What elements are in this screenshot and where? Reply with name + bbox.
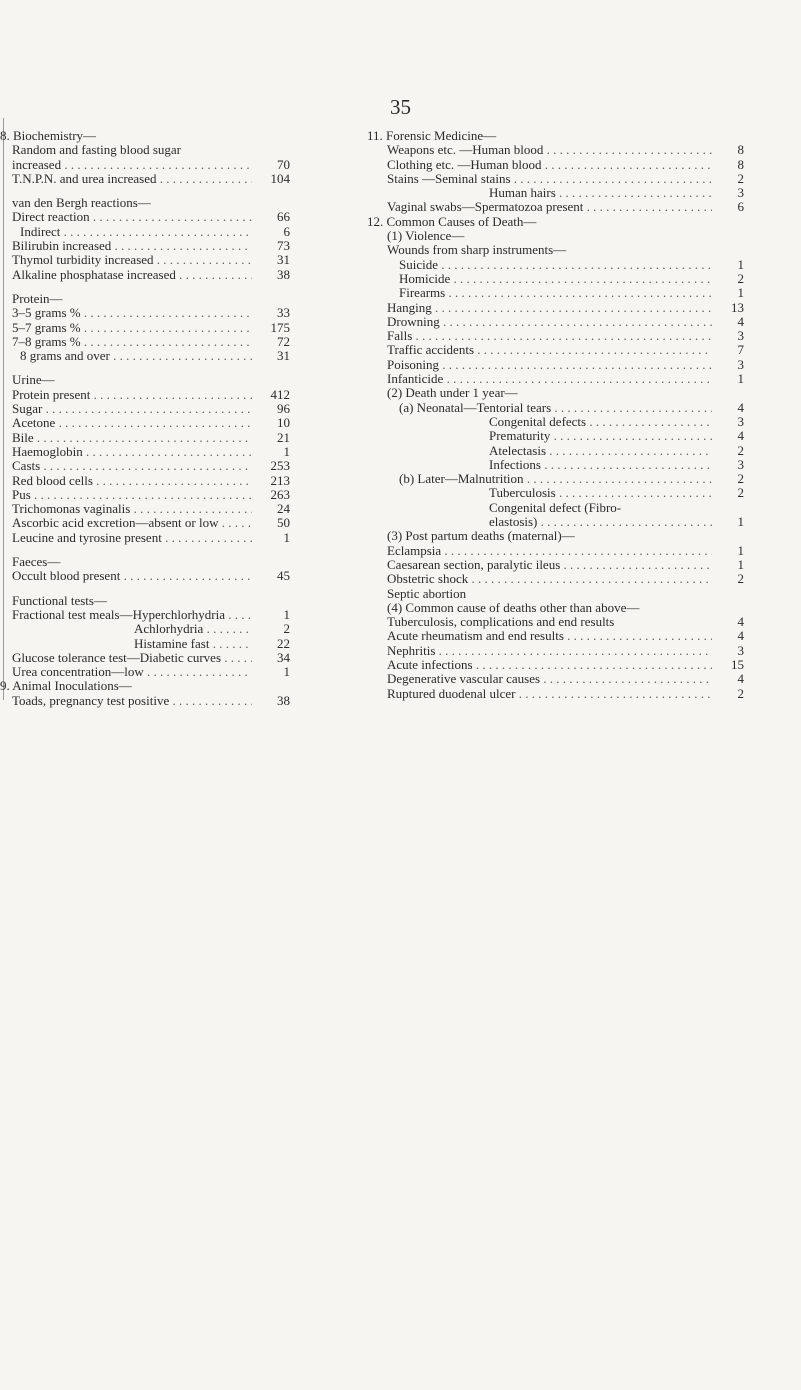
row-value: 50 bbox=[277, 515, 290, 531]
row-label: Protein present . . . bbox=[12, 388, 252, 402]
table-row bbox=[367, 444, 747, 458]
row-label: Wounds from sharp instruments— bbox=[387, 243, 567, 258]
row-label: Indirect . . . bbox=[20, 225, 252, 239]
table-row bbox=[0, 665, 320, 679]
table-row bbox=[367, 501, 747, 515]
spacer bbox=[0, 545, 320, 555]
row-value: 31 bbox=[277, 252, 290, 268]
row-label: Firearms . . . bbox=[399, 286, 712, 300]
row-value: 4 bbox=[737, 671, 744, 687]
table-row bbox=[367, 615, 747, 629]
row-label: Obstetric shock . . . bbox=[387, 572, 712, 586]
row-value: 4 bbox=[737, 399, 744, 415]
row-label: Direct reaction . . . bbox=[12, 210, 252, 224]
table-row bbox=[0, 253, 320, 267]
row-value: 2 bbox=[737, 170, 744, 186]
table-row bbox=[367, 172, 747, 186]
row-label: Red blood cells . . . bbox=[12, 474, 252, 488]
table-row bbox=[0, 210, 320, 224]
row-label: Weapons etc. —Human blood . . . bbox=[387, 143, 712, 157]
row-label: Atelectasis . . . bbox=[489, 444, 712, 458]
row-value: 45 bbox=[277, 568, 290, 584]
table-row bbox=[0, 679, 320, 693]
row-label: van den Bergh reactions— bbox=[12, 196, 151, 211]
row-value: 1 bbox=[283, 443, 290, 459]
table-row bbox=[367, 458, 747, 472]
table-row bbox=[0, 349, 320, 363]
table-row bbox=[0, 196, 320, 210]
table-row bbox=[367, 429, 747, 443]
table-row bbox=[0, 431, 320, 445]
row-label: Ascorbic acid excretion—absent or low . . . bbox=[12, 516, 252, 530]
row-label: Glucose tolerance test—Diabetic curves . . . bbox=[12, 651, 252, 665]
spacer bbox=[0, 282, 320, 292]
table-row bbox=[367, 515, 747, 529]
row-value: 1 bbox=[737, 256, 744, 272]
row-label: Prematurity . . . bbox=[489, 429, 712, 443]
row-label: 3–5 grams % . . . bbox=[12, 306, 252, 320]
table-row bbox=[367, 672, 747, 686]
table-row bbox=[0, 555, 320, 569]
row-value: 4 bbox=[737, 428, 744, 444]
row-label: Homicide . . . bbox=[399, 272, 712, 286]
row-label: Urine— bbox=[12, 373, 55, 388]
row-label: increased . . . bbox=[12, 158, 252, 172]
row-value: 3 bbox=[737, 356, 744, 372]
row-value: 1 bbox=[737, 285, 744, 301]
table-row bbox=[367, 243, 747, 257]
table-row bbox=[0, 143, 320, 157]
table-row bbox=[367, 558, 747, 572]
table-row bbox=[0, 172, 320, 186]
row-label: Ruptured duodenal ulcer . . . bbox=[387, 687, 712, 701]
table-row bbox=[0, 321, 320, 335]
row-label: Alkaline phosphatase increased . . . bbox=[12, 268, 252, 282]
row-label: Bile . . . bbox=[12, 431, 252, 445]
row-value: 96 bbox=[277, 401, 290, 417]
row-label: Vaginal swabs—Spermatozoa present . . . bbox=[387, 200, 712, 214]
row-label: Congenital defects . . . bbox=[489, 415, 712, 429]
table-row bbox=[0, 225, 320, 239]
row-value: 2 bbox=[737, 270, 744, 286]
table-row bbox=[0, 608, 320, 622]
table-row bbox=[0, 306, 320, 320]
row-label: Sugar . . . bbox=[12, 402, 252, 416]
spacer bbox=[0, 186, 320, 196]
row-label: Septic abortion bbox=[387, 586, 467, 601]
row-value: 2 bbox=[737, 485, 744, 501]
table-row bbox=[0, 388, 320, 402]
table-row bbox=[0, 459, 320, 473]
row-value: 6 bbox=[737, 199, 744, 215]
row-label: Caesarean section, paralytic ileus . . . bbox=[387, 558, 712, 572]
row-value: 253 bbox=[270, 458, 290, 474]
row-value: 1 bbox=[737, 556, 744, 572]
row-value: 24 bbox=[277, 501, 290, 517]
row-label: Nephritis . . . bbox=[387, 644, 712, 658]
row-label: Tuberculosis, complications and end results bbox=[387, 615, 615, 630]
table-row bbox=[367, 529, 747, 543]
row-label: 11. Forensic Medicine— bbox=[367, 129, 497, 143]
row-value: 3 bbox=[737, 328, 744, 344]
table-row bbox=[367, 415, 747, 429]
row-value: 8 bbox=[737, 156, 744, 172]
spacer bbox=[0, 584, 320, 594]
table-row bbox=[367, 386, 747, 400]
table-row bbox=[367, 129, 747, 143]
row-value: 7 bbox=[737, 342, 744, 358]
table-row bbox=[367, 200, 747, 214]
row-value: 1 bbox=[283, 664, 290, 680]
table-row bbox=[367, 372, 747, 386]
table-row bbox=[0, 594, 320, 608]
row-label: Acetone . . . bbox=[12, 416, 252, 430]
table-row bbox=[367, 572, 747, 586]
row-label: Thymol turbidity increased . . . bbox=[12, 253, 252, 267]
row-label: Infanticide . . . bbox=[387, 372, 712, 386]
row-value: 34 bbox=[277, 649, 290, 665]
row-label: 5–7 grams % . . . bbox=[12, 321, 252, 335]
row-label: (2) Death under 1 year— bbox=[387, 386, 518, 401]
table-row bbox=[0, 335, 320, 349]
table-row bbox=[367, 358, 747, 372]
row-value: 1 bbox=[737, 371, 744, 387]
table-row bbox=[0, 516, 320, 530]
row-label: Drowning . . . bbox=[387, 315, 712, 329]
table-row bbox=[367, 315, 747, 329]
row-value: 3 bbox=[737, 185, 744, 201]
row-value: 1 bbox=[737, 514, 744, 530]
row-value: 2 bbox=[737, 571, 744, 587]
row-label: Suicide . . . bbox=[399, 258, 712, 272]
table-row bbox=[0, 569, 320, 583]
left-column bbox=[0, 129, 320, 708]
row-label: (4) Common cause of deaths other than above— bbox=[387, 600, 640, 615]
table-row bbox=[367, 601, 747, 615]
row-label: Stains —Seminal stains . . . bbox=[387, 172, 712, 186]
page-number: 35 bbox=[390, 95, 411, 119]
row-value: 38 bbox=[277, 692, 290, 708]
row-value: 2 bbox=[737, 442, 744, 458]
table-row bbox=[0, 622, 320, 636]
row-value: 175 bbox=[270, 319, 290, 335]
row-label: Tuberculosis . . . bbox=[489, 486, 712, 500]
table-row bbox=[0, 531, 320, 545]
row-label: Protein— bbox=[12, 291, 63, 306]
row-value: 8 bbox=[737, 142, 744, 158]
table-row bbox=[0, 373, 320, 387]
row-label: Acute infections . . . bbox=[387, 658, 712, 672]
table-row bbox=[367, 301, 747, 315]
row-label: Casts . . . bbox=[12, 459, 252, 473]
row-value: 412 bbox=[270, 386, 290, 402]
row-value: 4 bbox=[737, 614, 744, 630]
table-row bbox=[367, 644, 747, 658]
row-label: Poisoning . . . bbox=[387, 358, 712, 372]
row-value: 22 bbox=[277, 635, 290, 651]
row-label: Functional tests— bbox=[12, 593, 107, 608]
row-value: 2 bbox=[737, 685, 744, 701]
row-value: 21 bbox=[277, 429, 290, 445]
row-label: 8 grams and over . . . bbox=[20, 349, 252, 363]
row-label: Congenital defect (Fibro- bbox=[489, 500, 622, 515]
row-label: Hanging . . . bbox=[387, 301, 712, 315]
right-column bbox=[367, 129, 747, 701]
row-value: 10 bbox=[277, 415, 290, 431]
table-row bbox=[0, 239, 320, 253]
row-label: 9. Animal Inoculations— bbox=[0, 679, 132, 694]
row-label: Haemoglobin . . . bbox=[12, 445, 252, 459]
row-label: T.N.P.N. and urea increased . . . bbox=[12, 172, 252, 186]
row-label: Falls . . . bbox=[387, 329, 712, 343]
row-label: Clothing etc. —Human blood . . . bbox=[387, 158, 712, 172]
row-label: Traffic accidents . . . bbox=[387, 343, 712, 357]
table-row bbox=[0, 158, 320, 172]
row-value: 73 bbox=[277, 238, 290, 254]
row-label: elastosis) . . . bbox=[489, 515, 712, 529]
table-row bbox=[367, 143, 747, 157]
row-label: Infections . . . bbox=[489, 458, 712, 472]
table-row bbox=[367, 486, 747, 500]
table-row bbox=[367, 229, 747, 243]
row-value: 13 bbox=[731, 299, 744, 315]
row-value: 104 bbox=[270, 170, 290, 186]
row-label: Leucine and tyrosine present . . . bbox=[12, 531, 252, 545]
table-row bbox=[0, 445, 320, 459]
row-label: Pus . . . bbox=[12, 488, 252, 502]
table-row bbox=[367, 329, 747, 343]
row-value: 66 bbox=[277, 209, 290, 225]
row-value: 2 bbox=[737, 471, 744, 487]
table-row bbox=[0, 129, 320, 143]
row-label: (3) Post partum deaths (maternal)— bbox=[387, 529, 575, 544]
row-label: Occult blood present . . . bbox=[12, 569, 252, 583]
table-row bbox=[0, 637, 320, 651]
table-row bbox=[367, 658, 747, 672]
row-label: (1) Violence— bbox=[387, 229, 465, 244]
row-label: Random and fasting blood sugar bbox=[12, 143, 181, 158]
table-row bbox=[0, 488, 320, 502]
row-value: 72 bbox=[277, 333, 290, 349]
table-row bbox=[0, 474, 320, 488]
table-row bbox=[367, 472, 747, 486]
table-row bbox=[367, 272, 747, 286]
row-value: 213 bbox=[270, 472, 290, 488]
table-row bbox=[367, 343, 747, 357]
table-row bbox=[367, 587, 747, 601]
row-label: Acute rheumatism and end results . . . bbox=[387, 629, 712, 643]
table-row bbox=[367, 544, 747, 558]
row-label: 8. Biochemistry— bbox=[0, 129, 97, 143]
row-value: 31 bbox=[277, 348, 290, 364]
table-row bbox=[367, 258, 747, 272]
row-label: Bilirubin increased . . . bbox=[12, 239, 252, 253]
row-label: Urea concentration—low . . . bbox=[12, 665, 252, 679]
table-row bbox=[367, 629, 747, 643]
table-row bbox=[0, 694, 320, 708]
row-value: 1 bbox=[737, 542, 744, 558]
row-label: Achlorhydria . . . bbox=[134, 622, 252, 636]
row-value: 4 bbox=[737, 628, 744, 644]
row-value: 1 bbox=[283, 529, 290, 545]
table-row bbox=[0, 402, 320, 416]
table-row bbox=[367, 215, 747, 229]
row-label: Human hairs . . . bbox=[489, 186, 712, 200]
row-value: 263 bbox=[270, 486, 290, 502]
row-value: 6 bbox=[283, 223, 290, 239]
table-row bbox=[367, 687, 747, 701]
row-label: Trichomonas vaginalis . . . bbox=[12, 502, 252, 516]
row-value: 38 bbox=[277, 266, 290, 282]
row-label: (a) Neonatal—Tentorial tears . . . bbox=[399, 401, 712, 415]
table-row bbox=[0, 268, 320, 282]
row-label: Degenerative vascular causes . . . bbox=[387, 672, 712, 686]
table-row bbox=[367, 186, 747, 200]
table-row bbox=[0, 651, 320, 665]
table-row bbox=[367, 158, 747, 172]
row-label: Eclampsia . . . bbox=[387, 544, 712, 558]
spacer bbox=[0, 363, 320, 373]
row-value: 3 bbox=[737, 413, 744, 429]
row-value: 2 bbox=[283, 621, 290, 637]
row-value: 4 bbox=[737, 313, 744, 329]
row-value: 33 bbox=[277, 305, 290, 321]
row-label: Histamine fast . . . bbox=[134, 637, 252, 651]
row-label: Fractional test meals—Hyperchlorhydria . . . bbox=[12, 608, 252, 622]
table-row bbox=[0, 502, 320, 516]
row-label: 7–8 grams % . . . bbox=[12, 335, 252, 349]
row-value: 15 bbox=[731, 656, 744, 672]
row-value: 3 bbox=[737, 642, 744, 658]
table-row bbox=[367, 286, 747, 300]
row-label: Faeces— bbox=[12, 555, 61, 570]
table-row bbox=[0, 292, 320, 306]
row-label: 12. Common Causes of Death— bbox=[367, 214, 537, 229]
row-label: (b) Later—Malnutrition . . . bbox=[399, 472, 712, 486]
row-label: Toads, pregnancy test positive . . . bbox=[12, 694, 252, 708]
row-value: 3 bbox=[737, 456, 744, 472]
table-row bbox=[367, 401, 747, 415]
row-value: 1 bbox=[283, 606, 290, 622]
row-value: 70 bbox=[277, 156, 290, 172]
table-row bbox=[0, 416, 320, 430]
